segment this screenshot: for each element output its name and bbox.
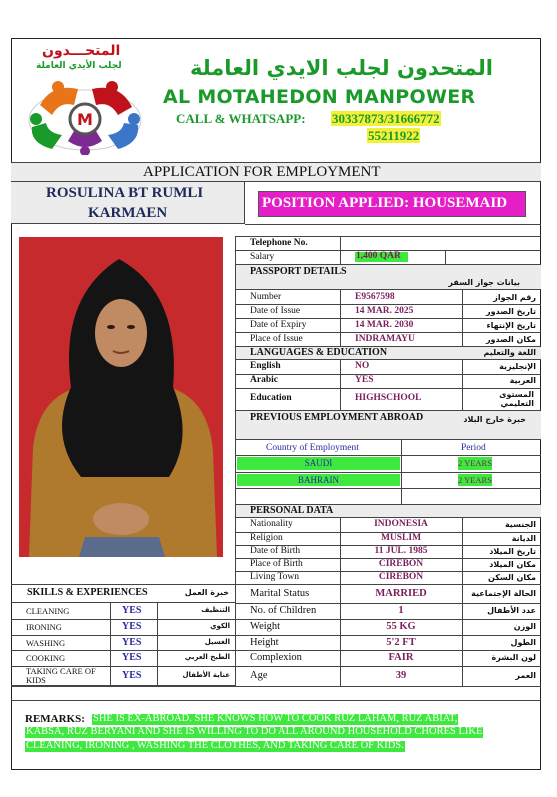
divider	[462, 318, 463, 332]
divider	[340, 666, 341, 686]
divider	[340, 571, 341, 584]
personal-row-label: Age	[250, 670, 268, 681]
passport-row-label: Number	[250, 292, 282, 302]
col-period: Period	[461, 443, 486, 453]
personal-row-arabic: الجنسية	[504, 520, 536, 529]
previous-employment-header-arabic: خبرة خارج البلاد	[463, 415, 526, 424]
personal-row-label: Nationality	[250, 519, 293, 529]
skill-row-arabic: الطبخ العربي	[184, 653, 230, 661]
skill-row-arabic: الكوي	[210, 622, 230, 630]
personal-row-label: Religion	[250, 533, 283, 543]
languages-header-label: LANGUAGES & EDUCATION	[250, 347, 388, 358]
personal-row-value: FAIR	[388, 652, 414, 663]
employment-country: SAUDI	[304, 458, 333, 468]
language-row-value: HIGHSCHOOL	[355, 393, 422, 403]
divider	[235, 388, 541, 389]
language-row-label: Education	[250, 393, 292, 403]
passport-row-value: INDRAMAYU	[355, 334, 415, 344]
divider	[401, 472, 402, 488]
agency-title-arabic: المتحدون لجلب الايدي العاملة	[190, 56, 493, 80]
employment-period: 2 YEARS	[458, 458, 492, 468]
passport-row-label: Place of Issue	[250, 334, 303, 344]
personal-row-value: 55 KG	[386, 621, 416, 632]
personal-row-label: No. of Children	[250, 605, 317, 616]
col-country-of-employment: Country of Employment	[266, 443, 359, 453]
divider	[235, 455, 541, 456]
divider	[235, 374, 541, 375]
personal-row-label: Complexion	[250, 652, 302, 663]
divider	[235, 686, 541, 687]
divider	[340, 545, 341, 558]
previous-employment-header-label: PREVIOUS EMPLOYMENT ABROAD	[250, 412, 424, 423]
divider	[462, 360, 463, 374]
remarks-line2: KABSA, RUZ BERYANI AND SHE IS WILLING TO DO ALL AROUND HOUSEHOLD CHORES LIKE	[26, 726, 483, 737]
skill-row-label: WASHING	[26, 638, 66, 648]
skill-row-value: YES	[122, 605, 142, 616]
divider	[157, 603, 158, 619]
divider	[340, 635, 341, 650]
divider	[462, 290, 463, 304]
skill-row-value: YES	[122, 652, 142, 663]
divider	[235, 332, 541, 333]
personal-row-value: MARRIED	[375, 588, 427, 599]
divider	[235, 304, 541, 305]
skill-row-arabic: الغسيل	[204, 638, 230, 646]
candidate-name-line2: KARMAEN	[88, 205, 168, 221]
divider	[340, 388, 341, 410]
divider	[462, 374, 463, 388]
contact-numbers-2: 55211922	[368, 128, 420, 143]
divider	[235, 666, 541, 667]
divider	[110, 650, 111, 666]
agency-logo	[22, 42, 152, 157]
personal-row-label: Date of Birth	[250, 546, 301, 556]
passport-header-arabic: بيانات جواز السفر	[448, 278, 520, 287]
divider	[340, 374, 341, 388]
remarks-line3: CLEANING, IRONING , WASHING THE CLOTHES, AND TAKING CARE OF KIDS.	[26, 740, 404, 751]
form-title: APPLICATION FOR EMPLOYMENT	[143, 164, 381, 180]
language-row-arabic: الإنجليزية	[499, 362, 536, 371]
personal-row-label: Marital Status	[250, 588, 310, 599]
personal-row-label: Place of Birth	[250, 559, 303, 569]
personal-row-arabic: عدد الأطفال	[487, 606, 536, 615]
logo-arabic-line2: لجلب الأيدي العاملة	[36, 61, 122, 71]
divider	[110, 635, 111, 650]
logo-emblem-icon	[22, 75, 148, 155]
passport-row-label: Date of Issue	[250, 306, 301, 316]
passport-row-arabic: رقم الجواز	[493, 293, 536, 302]
divider	[340, 650, 341, 666]
language-row-arabic: المستوى التعليمي	[499, 390, 534, 408]
personal-row-label: Weight	[250, 621, 281, 632]
language-row-value: YES	[355, 375, 374, 385]
divider	[235, 488, 541, 489]
divider	[235, 318, 541, 319]
personal-row-arabic: لون البشرة	[491, 653, 536, 662]
divider	[462, 518, 463, 532]
divider	[340, 619, 341, 635]
divider	[340, 558, 341, 571]
skill-row-value: YES	[122, 621, 142, 632]
divider	[11, 619, 236, 620]
passport-row-arabic: مكان الصدور	[485, 335, 536, 344]
skill-row-label: COOKING	[26, 653, 66, 663]
passport-row-value: E9567598	[355, 292, 395, 302]
divider	[462, 304, 463, 318]
divider	[462, 666, 463, 686]
divider	[462, 584, 463, 603]
personal-row-value: CIREBON	[378, 572, 424, 582]
salary-value: 1,400 QAR	[355, 252, 408, 262]
languages-header-arabic: اللغة والتعليم	[483, 348, 536, 357]
divider	[340, 603, 341, 619]
divider	[340, 304, 341, 318]
remarks-line1: SHE IS EX-ABROAD. SHE KNOWS HOW TO COOK RUZ LAHAM, RUZ ABIAT,	[93, 713, 458, 724]
skill-row-value: YES	[122, 670, 142, 681]
position-applied: POSITION APPLIED: HOUSEMAID	[262, 195, 508, 211]
skills-header-arabic: خبرة العمل	[184, 588, 229, 597]
divider	[245, 224, 541, 225]
divider	[157, 650, 158, 666]
divider	[11, 686, 236, 687]
personal-row-arabic: مكان الميلاد	[489, 560, 536, 569]
personal-row-value: 39	[395, 670, 407, 681]
personal-row-value: 1	[398, 605, 404, 616]
passport-header-label: PASSPORT DETAILS	[250, 266, 347, 277]
divider	[110, 619, 111, 635]
divider	[462, 603, 463, 619]
divider	[340, 532, 341, 545]
personal-row-value: 11 JUL. 1985	[374, 546, 428, 556]
divider	[235, 603, 541, 604]
personal-row-arabic: الحالة الإجتماعية	[471, 589, 536, 598]
divider	[340, 290, 341, 304]
divider	[462, 650, 463, 666]
divider	[340, 360, 341, 374]
personal-row-arabic: الوزن	[513, 622, 536, 631]
personal-row-value: INDONESIA	[374, 519, 428, 529]
divider	[401, 455, 402, 472]
passport-row-value: 14 MAR. 2030	[355, 320, 414, 330]
passport-row-arabic: تاريخ الصدور	[486, 307, 536, 316]
divider	[235, 635, 541, 636]
divider	[235, 584, 541, 585]
personal-row-value: 5'2 FT	[386, 637, 416, 648]
language-row-label: Arabic	[250, 375, 278, 385]
divider	[235, 236, 541, 237]
personal-data-header-label: PERSONAL DATA	[250, 505, 334, 516]
skill-row-arabic: التنظيف	[201, 606, 230, 614]
divider	[340, 318, 341, 332]
logo-arabic-line1: المتحـــدون	[42, 43, 121, 59]
personal-row-arabic: الديانة	[511, 534, 536, 543]
contact-label: CALL & WHATSAPP:	[176, 111, 306, 126]
divider	[11, 635, 236, 636]
passport-row-value: 14 MAR. 2025	[355, 306, 414, 316]
divider	[235, 650, 541, 651]
personal-row-label: Height	[250, 637, 279, 648]
divider	[235, 472, 541, 473]
passport-row-arabic: تاريخ الإنتهاء	[486, 321, 536, 330]
employment-country: BAHRAIN	[297, 475, 339, 485]
divider	[110, 666, 111, 686]
divider	[11, 650, 236, 651]
skill-row-label: IRONING	[26, 622, 62, 632]
personal-row-arabic: مكان السكن	[488, 573, 536, 582]
agency-title-english: AL MOTAHEDON MANPOWER	[163, 86, 476, 108]
telephone-label: Telephone No.	[250, 238, 308, 248]
divider	[445, 250, 446, 264]
divider	[340, 518, 341, 532]
skill-row-label: CLEANING	[26, 606, 70, 616]
language-row-arabic: العربية	[509, 376, 536, 385]
employment-period: 2 YEARS	[458, 475, 492, 485]
personal-row-arabic: الطول	[510, 638, 536, 647]
skill-row-label: TAKING CARE OF KIDS	[26, 666, 96, 685]
divider	[462, 545, 463, 558]
skill-row-value: YES	[122, 637, 142, 648]
contact-numbers-1: 30337873/31666772	[332, 111, 440, 126]
divider	[462, 532, 463, 545]
skills-header-label: SKILLS & EXPERIENCES	[27, 587, 148, 598]
language-row-label: English	[250, 361, 281, 371]
divider	[235, 619, 541, 620]
salary-label: Salary	[250, 252, 275, 262]
personal-row-arabic: تاريخ الميلاد	[489, 547, 536, 556]
person-photo-icon	[19, 237, 223, 557]
personal-row-value: MUSLIM	[380, 533, 422, 543]
divider	[401, 440, 402, 455]
personal-row-arabic: العمر	[515, 671, 536, 680]
divider	[462, 332, 463, 346]
svg-text:M: M	[77, 110, 93, 129]
candidate-name-line1: ROSULINA BT RUMLI	[46, 185, 204, 201]
divider	[462, 388, 463, 410]
remarks-label: REMARKS:	[25, 713, 85, 725]
divider	[340, 332, 341, 346]
divider	[462, 619, 463, 635]
skill-row-arabic: عناية الأطفال	[182, 671, 230, 679]
divider	[462, 571, 463, 584]
divider	[157, 619, 158, 635]
divider	[157, 666, 158, 686]
candidate-photo	[19, 237, 223, 557]
personal-row-label: Living Town	[250, 572, 300, 582]
divider	[462, 558, 463, 571]
divider	[157, 635, 158, 650]
divider	[110, 603, 111, 619]
divider	[462, 635, 463, 650]
divider	[340, 584, 341, 603]
divider	[401, 488, 402, 504]
language-row-value: NO	[355, 361, 370, 371]
personal-row-value: CIREBON	[378, 559, 424, 569]
divider	[11, 602, 236, 603]
passport-row-label: Date of Expiry	[250, 320, 307, 330]
